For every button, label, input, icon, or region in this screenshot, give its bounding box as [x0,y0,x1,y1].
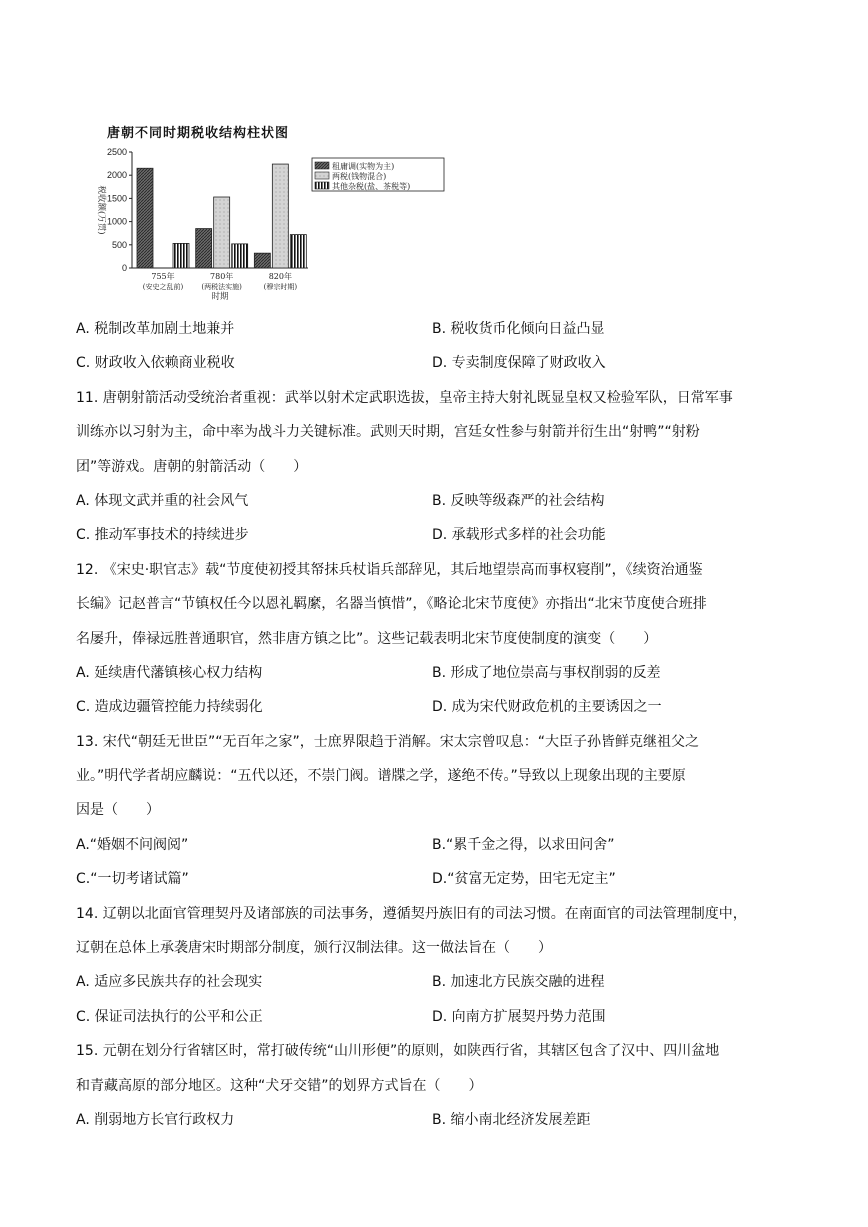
y-tick-label: 2000 [106,170,127,181]
option-c[interactable]: C.“一切考诸试篇” [76,871,189,888]
option-d[interactable]: D.“贫富无定势，田宅无定主” [432,871,616,888]
x-tick-note: (安史之乱前) [142,283,184,291]
question-text-line: 和青藏高原的部分地区。这种“犬牙交错”的划界方式旨在（ ） [76,1077,483,1094]
option-row [76,1000,796,1034]
option-d[interactable]: D. 成为宋代财政危机的主要诱因之一 [432,699,662,716]
y-tick-label: 0 [121,263,127,273]
option-row [76,346,796,380]
option-row [76,484,796,518]
question-text-line: 12. 《宋史·职官志》载“节度使初授其帑抹兵杖诣兵部辞见，其后地望崇高而事权寝削”，《续资治通鉴 [76,561,703,578]
question-text-line: 14. 辽朝以北面官管理契丹及诸部族的司法事务，遵循契丹族旧有的司法习惯。在南面官的司法管理制度中， [76,905,747,922]
bar [254,253,270,268]
legend-label: 两税(钱物混合) [332,172,387,181]
option-a[interactable]: A. 适应多民族共存的社会现实 [76,974,263,991]
x-tick-label: 755年 [151,272,175,281]
question-text-line: 因是（ ） [76,802,160,819]
x-tick-note: (穆宗时期) [263,283,298,291]
option-row [76,518,796,552]
y-tick-label: 1500 [106,193,127,204]
chart-svg [90,118,460,303]
option-c[interactable]: C. 财政收入依赖商业税收 [76,355,235,372]
chart-bars [137,164,306,268]
option-c[interactable]: C. 保证司法执行的公平和公正 [76,1008,263,1025]
question-text-line: 团”等游戏。唐朝的射箭活动（ ） [76,458,308,475]
question-text-line: 业。”明代学者胡应麟说：“五代以还，不崇门阀。谱牒之学，遂绝不传。”导致以上现象出现的主要原 [76,768,686,785]
option-a[interactable]: A. 延续唐代藩镇核心权力结构 [76,664,263,681]
question-text-line: 名屡升，俸禄远胜普通职官，然非唐方镇之比”。这些记载表明北宋节度使制度的演变（ ） [76,630,658,647]
question-text-line: 15. 元朝在划分行省辖区时，常打破传统“山川形便”的原则，如陕西行省，其辖区包含了汉中、四川盆地 [76,1043,720,1060]
bar [137,168,153,268]
question-text-line: 长编》记赵普言“节镇权任今以恩礼羁縻，名器当慎惜”，《略论北宋节度使》亦指出“北宋节度使合班排 [76,596,707,613]
option-c[interactable]: C. 推动军事技术的持续进步 [76,527,249,544]
option-d[interactable]: D. 承载形式多样的社会功能 [432,527,606,544]
option-b[interactable]: B.“累千金之得，以求田问舍” [432,836,615,853]
x-tick-label: 780年 [210,272,234,281]
option-row [76,656,796,690]
option-a[interactable]: A. 削弱地方长官行政权力 [76,1111,235,1128]
question-list [76,312,796,1137]
option-c[interactable]: C. 造成边疆管控能力持续弱化 [76,699,263,716]
option-b[interactable]: B. 税收货币化倾向日益凸显 [432,321,605,337]
x-tick-label: 820年 [268,272,292,281]
tax-structure-chart [90,118,460,303]
chart-legend [312,158,444,191]
option-row [76,828,796,862]
option-row [76,1103,796,1137]
legend-label: 其他杂税(盐、茶税等) [332,182,411,191]
option-b[interactable]: B. 缩小南北经济发展差距 [432,1111,591,1128]
question-text-line: 训练亦以习射为主，命中率为战斗力关键标准。武则天时期，宫廷女性参与射箭并衍生出“射鸭”“射粉 [76,424,700,441]
bar [272,164,288,268]
option-row [76,862,796,896]
bar [214,197,230,268]
y-tick-label: 2500 [106,147,127,157]
y-tick-label: 1000 [106,216,127,227]
option-row [76,312,796,346]
option-a[interactable]: A. 税制改革加剧土地兼并 [76,321,235,337]
bar [290,235,306,268]
chart-title: 唐朝不同时期税收结构柱状图 [107,126,290,141]
option-a[interactable]: A.“婚姻不问阀阅” [76,836,189,853]
legend-swatch [315,172,329,179]
x-tick-note: (两税法实施) [201,283,242,291]
option-row [76,965,796,999]
option-d[interactable]: D. 专卖制度保障了财政收入 [432,355,606,372]
legend-swatch [315,162,329,169]
y-tick-label: 500 [111,239,127,250]
legend-swatch [315,182,329,189]
option-d[interactable]: D. 向南方扩展契丹势力范围 [432,1008,606,1025]
y-axis-label: 税收额(万贯) [96,185,106,235]
bar [173,243,189,268]
bar [232,244,248,268]
option-row [76,690,796,724]
option-b[interactable]: B. 反映等级森严的社会结构 [432,492,605,509]
option-a[interactable]: A. 体现文武并重的社会风气 [76,492,249,509]
option-b[interactable]: B. 形成了地位崇高与事权削弱的反差 [432,664,661,681]
legend-label: 租庸调(实物为主) [332,162,395,171]
bar [196,229,212,268]
question-text-line: 11. 唐朝射箭活动受统治者重视：武举以射术定武职选拔，皇帝主持大射礼既显皇权又检验军队，日常军事 [76,389,733,406]
question-text-line: 辽朝在总体上承袭唐宋时期部分制度，颁行汉制法律。这一做法旨在（ ） [76,940,552,957]
x-axis-label: 时期 [211,292,229,302]
question-text-line: 13. 宋代“朝廷无世臣”“无百年之家”，士庶界限趋于消解。宋太宗曾叹息：“大臣子孙皆鲜克继祖父之 [76,733,699,750]
option-b[interactable]: B. 加速北方民族交融的进程 [432,974,605,991]
